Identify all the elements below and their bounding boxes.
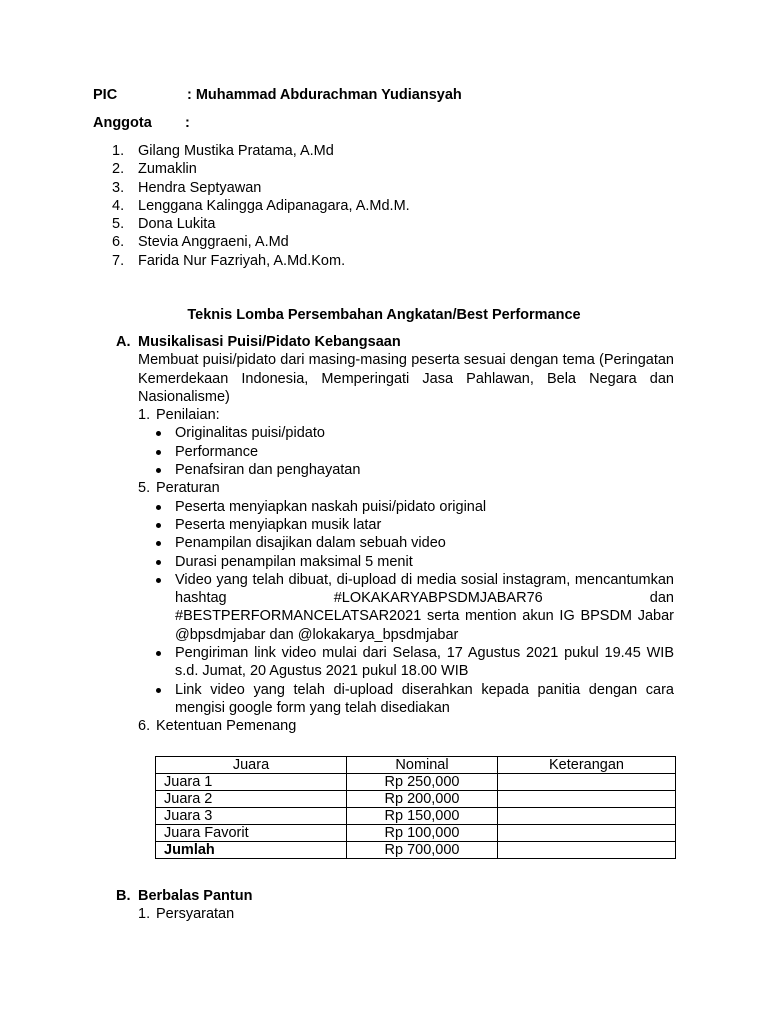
cell-nominal: Rp 200,000	[347, 791, 498, 808]
list-item	[138, 571, 674, 644]
peraturan-list	[138, 498, 674, 718]
bullet-icon	[156, 541, 161, 546]
cell-keterangan	[498, 774, 676, 791]
list-item	[112, 160, 410, 178]
cell-total-nominal: Rp 700,000	[347, 842, 498, 859]
anggota-colon: :	[185, 115, 190, 131]
member-name: Stevia Anggraeni, A.Md	[138, 234, 289, 251]
cell-keterangan	[498, 808, 676, 825]
cell-juara: Juara Favorit	[156, 825, 347, 842]
list-item	[112, 233, 410, 251]
list-item	[138, 644, 674, 681]
list-item	[112, 215, 410, 233]
list-item-text: Performance	[175, 443, 259, 460]
document-title: Teknis Lomba Persembahan Angkatan/Best Performance	[187, 307, 581, 323]
column-header-keterangan: Keterangan	[498, 757, 676, 774]
cell-nominal: Rp 250,000	[347, 774, 498, 791]
member-name: Farida Nur Fazriyah, A.Md.Kom.	[138, 252, 346, 269]
list-item	[138, 553, 674, 571]
list-number: 3.	[112, 179, 125, 196]
list-item-text: Penafsiran dan penghayatan	[175, 462, 361, 479]
list-item	[138, 534, 674, 552]
table-row	[156, 825, 676, 842]
penilaian-heading	[138, 406, 674, 424]
section-a-intro: Membuat puisi/pidato dari masing-masing peserta sesuai dengan tema (Peringatan Kemerdekaan Indonesia, Memperingati Jasa Pahlawan, Bela Negara dan Nasionalisme)	[138, 352, 674, 405]
list-item-text: Penampilan disajikan dalam sebuah video	[175, 535, 446, 552]
cell-juara: Juara 1	[156, 774, 347, 791]
table-header-row	[156, 757, 676, 774]
list-number: 2.	[112, 161, 125, 178]
persyaratan-heading	[138, 905, 674, 923]
persyaratan-number: 1.	[138, 906, 151, 923]
peraturan-number: 5.	[138, 480, 151, 497]
list-item-text: Pengiriman link video mulai dari Selasa, 17 Agustus 2021 pukul 19.45 WIB s.d. Jumat, 20 Agustus 2021 pukul 18.00 WIB	[175, 645, 674, 680]
bullet-icon	[156, 505, 161, 510]
bullet-icon	[156, 578, 161, 583]
pic-label: PIC	[93, 87, 118, 103]
list-item-text: Video yang telah dibuat, di-upload di media sosial instagram, mencantumkan hashtag #LOKAKARYABPSDMJABAR76 dan #BESTPERFORMANCELATSAR2021 serta mention akun IG BPSDM Jabar @bpsdmjabar dan @lokakarya_bpsdmjabar	[175, 571, 674, 643]
list-item	[138, 498, 674, 516]
list-item	[138, 681, 674, 718]
penilaian-number: 1.	[138, 407, 151, 424]
section-a-letter: A.	[116, 334, 131, 350]
list-item-text: Durasi penampilan maksimal 5 menit	[175, 553, 413, 570]
list-item	[138, 461, 674, 479]
table-row	[156, 791, 676, 808]
member-name: Lenggana Kalingga Adipanagara, A.Md.M.	[138, 197, 410, 214]
penilaian-label: Penilaian:	[156, 407, 220, 424]
cell-total-label: Jumlah	[156, 842, 347, 859]
section-b-letter: B.	[116, 888, 131, 904]
penilaian-list	[138, 424, 674, 479]
member-name: Dona Lukita	[138, 216, 216, 233]
anggota-label: Anggota	[93, 115, 152, 131]
table-row	[156, 774, 676, 791]
bullet-icon	[156, 431, 161, 436]
cell-juara: Juara 2	[156, 791, 347, 808]
cell-total-keterangan	[498, 842, 676, 859]
list-item-text: Originalitas puisi/pidato	[175, 425, 325, 442]
section-a-body	[138, 333, 674, 736]
list-item	[138, 443, 674, 461]
list-item	[112, 142, 410, 160]
peraturan-label: Peraturan	[156, 480, 220, 497]
cell-nominal: Rp 150,000	[347, 808, 498, 825]
bullet-icon	[156, 468, 161, 473]
cell-keterangan	[498, 791, 676, 808]
cell-juara: Juara 3	[156, 808, 347, 825]
ketentuan-heading	[138, 717, 674, 735]
ketentuan-number: 6.	[138, 718, 151, 735]
member-list	[112, 142, 410, 270]
list-number: 6.	[112, 234, 125, 251]
list-item	[138, 516, 674, 534]
ketentuan-label: Ketentuan Pemenang	[156, 718, 297, 735]
list-item	[112, 197, 410, 215]
list-item-text: Peserta menyiapkan musik latar	[175, 516, 382, 533]
cell-keterangan	[498, 825, 676, 842]
member-name: Gilang Mustika Pratama, A.Md	[138, 143, 334, 159]
list-item	[112, 252, 410, 270]
table-total-row	[156, 842, 676, 859]
bullet-icon	[156, 560, 161, 565]
list-number: 5.	[112, 216, 125, 233]
table-row	[156, 808, 676, 825]
column-header-nominal: Nominal	[347, 757, 498, 774]
list-number: 7.	[112, 252, 125, 269]
list-item-text: Peserta menyiapkan naskah puisi/pidato original	[175, 498, 487, 515]
list-item	[112, 179, 410, 197]
section-a-heading: Musikalisasi Puisi/Pidato Kebangsaan	[138, 334, 401, 350]
list-number: 1.	[112, 143, 125, 159]
anggota-row	[93, 114, 190, 132]
peraturan-heading	[138, 479, 674, 497]
bullet-icon	[156, 523, 161, 528]
member-name: Zumaklin	[138, 161, 197, 178]
list-item	[138, 424, 674, 442]
list-item-text: Link video yang telah di-upload diserahkan kepada panitia dengan cara mengisi google form yang telah disediakan	[175, 681, 674, 716]
section-b-heading: Berbalas Pantun	[138, 888, 253, 904]
bullet-icon	[156, 450, 161, 455]
section-b-body	[138, 887, 674, 924]
prize-table	[155, 756, 676, 859]
bullet-icon	[156, 651, 161, 656]
persyaratan-label: Persyaratan	[156, 906, 235, 923]
cell-nominal: Rp 100,000	[347, 825, 498, 842]
list-number: 4.	[112, 197, 125, 214]
column-header-juara: Juara	[156, 757, 347, 774]
bullet-icon	[156, 688, 161, 693]
member-name: Hendra Septyawan	[138, 179, 262, 196]
pic-value: : Muhammad Abdurachman Yudiansyah	[187, 87, 462, 103]
